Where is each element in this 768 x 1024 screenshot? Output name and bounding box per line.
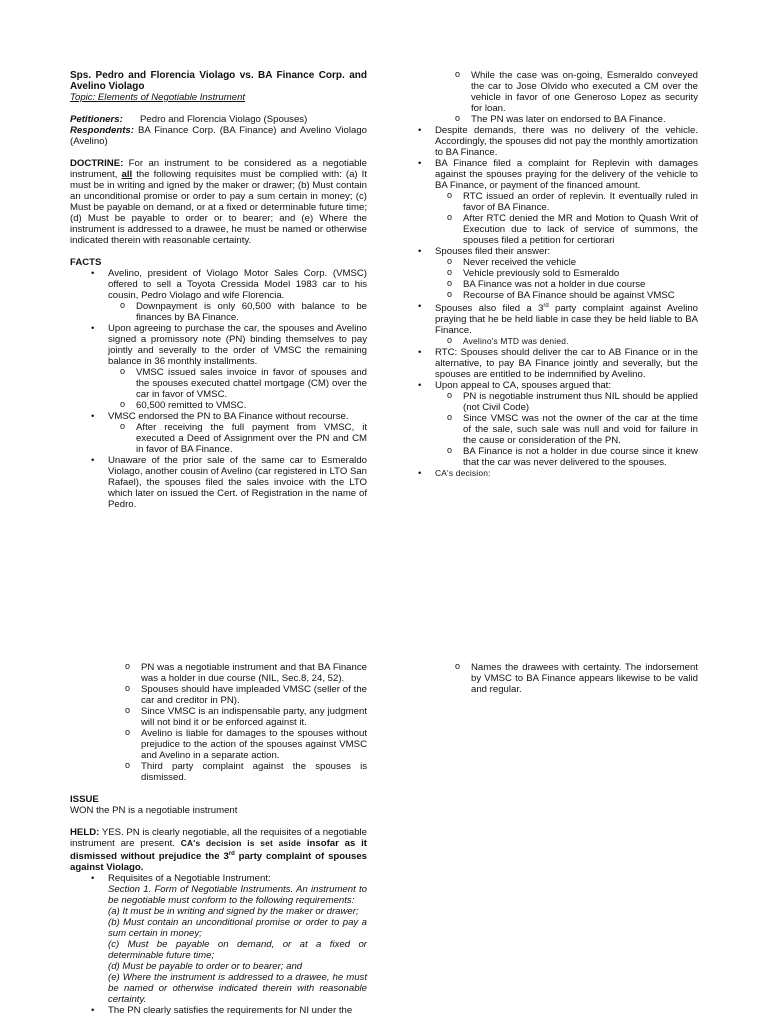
held-ca-decision: CA's decision is set aside (180, 838, 302, 848)
held-bold-a: insofar as it dismissed without prejudice the 3 (70, 838, 367, 863)
facts-subitem-text: BA Finance is not a holder in due course since it knew that the car was never delivered to the spouses. (463, 446, 698, 469)
facts-subitem-text: Avelino is liable for damages to the spouses without prejudice to the action of the spouses against VMSC and Avelino in a separate action. (141, 728, 367, 761)
facts-subitem (108, 301, 367, 323)
ordinal-superscript: rd (543, 303, 549, 309)
bullet-marker: • (418, 380, 422, 392)
held-label: HELD: (70, 827, 100, 838)
held-list (70, 873, 367, 1016)
bullet-marker: • (91, 323, 95, 334)
facts-subitem-text: While the case was on-going, Esmeraldo conveyed the car to Jose Olvido who executed a CM over the vehicle in favor of one Generoso Lopez as security for loan. (471, 70, 698, 114)
right-lead-sublist (418, 70, 698, 125)
facts-item-text: party complaint against Avelino praying that he be held liable in case they be held liable to BA Finance. (435, 303, 698, 337)
facts-subitem-text: Since VMSC was not the owner of the car at the time of the sale, such sale was null and void for failure in the cause or consideration of the PN. (463, 413, 698, 447)
right-facts-list (418, 125, 698, 479)
facts-subitem (108, 422, 367, 455)
respondents-value: BA Finance Corp. (BA Finance) and Avelino Violago (Avelino) (70, 125, 368, 147)
bullet-marker: • (418, 125, 422, 136)
facts-subitem (435, 446, 698, 468)
requisites-line: (c) Must be payable on demand, or at a fixed or determinable future time; (108, 939, 367, 962)
doctrine-all: all (121, 169, 133, 180)
facts-subitem (435, 336, 698, 347)
facts-subitem-text: Avelino's MTD was denied. (463, 336, 569, 347)
bullet-marker: • (91, 1005, 95, 1017)
facts-subitem (435, 279, 698, 290)
cut-off-item (70, 1005, 367, 1016)
respondents-label: Respondents: (70, 125, 134, 136)
circle-marker: o (455, 661, 461, 671)
facts-subitem (435, 290, 698, 301)
requisites-item (70, 873, 367, 1005)
issue-text: WON the PN is a negotiable instrument (70, 805, 238, 816)
facts-subitem-text: Names the drawees with certainty. The indorsement by VMSC to BA Finance appears likewise to be valid and regular. (471, 662, 698, 695)
circle-marker: o (120, 300, 126, 310)
facts-subitem-text: Never received the vehicle (463, 257, 577, 268)
circle-marker: o (120, 399, 126, 409)
facts-item-text: Spouses filed their answer: (435, 246, 551, 257)
circle-marker: o (447, 278, 453, 288)
circle-marker: o (125, 705, 131, 715)
circle-marker: o (447, 212, 453, 222)
facts-subitem-text: After RTC denied the MR and Motion to Quash Writ of Execution due to lack of service of summons, the spouses filed a petition for certiorari (463, 213, 698, 246)
requisites-label: Requisites of a Negotiable Instrument: (108, 873, 271, 885)
facts-subitem-text: Third party complaint against the spouses is dismissed. (141, 761, 367, 783)
facts-item (418, 158, 698, 246)
circle-marker: o (447, 335, 453, 346)
facts-heading: FACTS (70, 257, 102, 268)
circle-marker: o (447, 190, 453, 200)
requisites-line: (b) Must contain an unconditional promise or order to pay a sum certain in money; (108, 917, 367, 940)
facts-subitem (443, 70, 698, 114)
facts-subitem-text: Recourse of BA Finance should be against VMSC (463, 290, 675, 301)
facts-item (70, 411, 367, 455)
facts-item-text: Avelino, president of Violago Motor Sales Corp. (VMSC) offered to sell a Toyota Cressida Model 1983 car to his cousin, Pedro Violago and wife Florencia. (108, 268, 367, 301)
circle-marker: o (447, 412, 453, 423)
petitioners-label: Petitioners: (70, 114, 123, 125)
facts-item (418, 246, 698, 301)
circle-marker: o (125, 661, 131, 671)
petitioners-value: Pedro and Florencia Violago (Spouses) (140, 114, 308, 125)
facts-item (418, 301, 698, 347)
circle-marker: o (447, 445, 453, 456)
facts-item-text: Upon agreeing to purchase the car, the spouses and Avelino signed a promissory note (PN) binding themselves to pay jointly and severally to the order of VMSC the remaining balance in 36 monthly installments. (108, 323, 367, 367)
doctrine-pre: For an instrument to be considered as a negotiable instrument, (70, 158, 367, 180)
circle-marker: o (447, 289, 453, 299)
facts-item-text: Spouses also filed a 3 (435, 303, 544, 315)
facts-subitem (435, 268, 698, 279)
facts-subitem (435, 191, 698, 213)
facts-subitem (435, 391, 698, 413)
facts-item (70, 268, 367, 323)
right-column-bottom (418, 662, 698, 695)
doctrine-post: the following requisites must be complied with: (a) It must be in writing and igned by the maker or drawer; (b) Must contain an unconditional promise or order to pay a sum certain in money; (c) Must be payable on demand, or at a fixed or determinable future time; (d) Must be payable to order or to bearer; and (e) Where the instrument is addressed to a drawee, he must be named or otherwise indicated therein with reasonable certainty. (70, 169, 367, 246)
facts-subitem (113, 684, 367, 706)
facts-item (70, 455, 367, 510)
facts-item-text: BA Finance filed a complaint for Replevin with damages against the spouses praying for the delivery of the vehicle to BA Finance, or payment of the financed amount. (435, 158, 698, 191)
right-column-top (418, 70, 698, 479)
requisites-line: (e) Where the instrument is addressed to a drawee, he must be named or otherwise indicated therein with reasonable certainty. (108, 972, 367, 1006)
facts-item-text: RTC: Spouses should deliver the car to AB Finance or in the alternative, to pay BA Finance jointly and severally, but the spouses are entitled to be indemnified by Avelino. (435, 347, 698, 381)
facts-subitem-text: PN is negotiable instrument thus NIL should be applied (not Civil Code) (463, 391, 698, 414)
facts-subitem (108, 367, 367, 400)
requisites-line: (d) Must be payable to order or to bearer; and (108, 961, 303, 973)
facts-subitem (113, 662, 367, 684)
respondents-row (70, 125, 367, 147)
bullet-marker: • (91, 411, 95, 422)
right-bottom-sublist (418, 662, 698, 695)
case-topic: Topic: Elements of Negotiable Instrument (70, 92, 246, 103)
facts-subitem (435, 413, 698, 446)
left-column-top (70, 70, 367, 510)
bullet-marker: • (418, 301, 422, 312)
case-title: Sps. Pedro and Florencia Violago vs. BA Finance Corp. and Avelino Violago (70, 70, 367, 92)
facts-subitem (435, 257, 698, 268)
circle-marker: o (125, 727, 131, 737)
circle-marker: o (455, 113, 461, 123)
left-column-bottom (70, 662, 367, 1016)
facts-subitem-text: 60,500 remitted to VMSC. (136, 400, 247, 411)
issue-heading: ISSUE (70, 794, 99, 805)
bullet-marker: • (91, 268, 95, 279)
facts-subitem-text: RTC issued an order of replevin. It eventually ruled in favor of BA Finance. (463, 191, 698, 213)
facts-item-text: CA's decision: (435, 468, 491, 479)
facts-subitem (108, 400, 367, 411)
circle-marker: o (120, 366, 126, 376)
facts-subitem-text: Vehicle previously sold to Esmeraldo (463, 268, 620, 279)
facts-subitem (443, 114, 698, 125)
requisites-line: (a) It must be in writing and signed by the maker or drawer; (108, 906, 359, 918)
facts-subitem-text: After receiving the full payment from VMSC, it executed a Deed of Assignment over the PN and CM in favor of BA Finance. (136, 422, 367, 455)
facts-subitem (443, 662, 698, 695)
facts-item-text: Despite demands, there was no delivery of the vehicle. Accordingly, the spouses did not pay the monthly amortization to BA Finance. (435, 125, 698, 158)
circle-marker: o (447, 256, 453, 266)
facts-subitem-text: Downpayment is only 60,500 with balance to be finances by BA Finance. (136, 301, 367, 323)
facts-list (70, 268, 367, 510)
facts-subitem-text: Since VMSC is an indispensable party, any judgment will not bind it or be enforced against it. (141, 706, 367, 728)
bullet-marker: • (91, 455, 95, 466)
circle-marker: o (120, 421, 126, 431)
bullet-marker: • (418, 468, 422, 480)
bullet-marker: • (91, 873, 95, 885)
bullet-marker: • (418, 246, 422, 257)
facts-item (70, 323, 367, 411)
facts-item-text: Unaware of the prior sale of the same car to Esmeraldo Violago, another cousin of Avelino (car registered in LTO San Rafael), the spouses filed the sales invoice with the LTO which later on issued the Cert. of Registration in the name of Pedro. (108, 455, 368, 510)
circle-marker: o (447, 390, 453, 401)
facts-subitem-text: Spouses should have impleaded VMSC (seller of the car and creditor in PN). (141, 684, 367, 706)
facts-subitem-text: VMSC issued sales invoice in favor of spouses and the spouses executed chattel mortgage (CM) over the car in favor of VMSC. (136, 367, 367, 400)
doctrine-paragraph (70, 158, 367, 246)
circle-marker: o (125, 683, 131, 693)
facts-item-text: VMSC endorsed the PN to BA Finance without recourse. (108, 411, 349, 422)
bullet-marker: • (418, 158, 422, 169)
held-bold-b: party complaint of spouses against Violago. (70, 851, 367, 874)
requisites-line: Section 1. Form of Negotiable Instruments. An instrument to be negotiable must conform to the following requirements: (108, 884, 367, 907)
facts-subitem-text: BA Finance was not a holder in due course (463, 279, 646, 290)
facts-subitem (113, 761, 367, 783)
facts-subitem (435, 213, 698, 246)
circle-marker: o (455, 69, 461, 79)
facts-subitem (113, 706, 367, 728)
held-superscript: rd (228, 851, 235, 857)
requisites-quote (108, 884, 367, 1005)
facts-item-text: Upon appeal to CA, spouses argued that: (435, 380, 612, 392)
held-text: YES. PN is clearly negotiable, all the requisites of a negotiable instrument are present. (70, 827, 367, 849)
facts-item (418, 380, 698, 468)
bullet-marker: • (418, 347, 422, 359)
doctrine-label: DOCTRINE: (70, 158, 124, 169)
petitioners-row (70, 114, 367, 125)
cut-off-text: The PN clearly satisfies the requirements for NI under the (108, 1005, 353, 1017)
facts-subitem (113, 728, 367, 761)
facts-item (418, 468, 698, 479)
circle-marker: o (447, 267, 453, 277)
facts-subitem-text: The PN was later on endorsed to BA Finance. (471, 114, 666, 125)
facts-subitem-text: PN was a negotiable instrument and that BA Finance was a holder in due course (NIL, Sec.8, 24, 52). (141, 662, 367, 684)
facts-item (418, 125, 698, 158)
facts-item (418, 347, 698, 380)
held-paragraph (70, 827, 367, 873)
ca-decision-sublist (70, 662, 367, 783)
circle-marker: o (125, 760, 131, 770)
